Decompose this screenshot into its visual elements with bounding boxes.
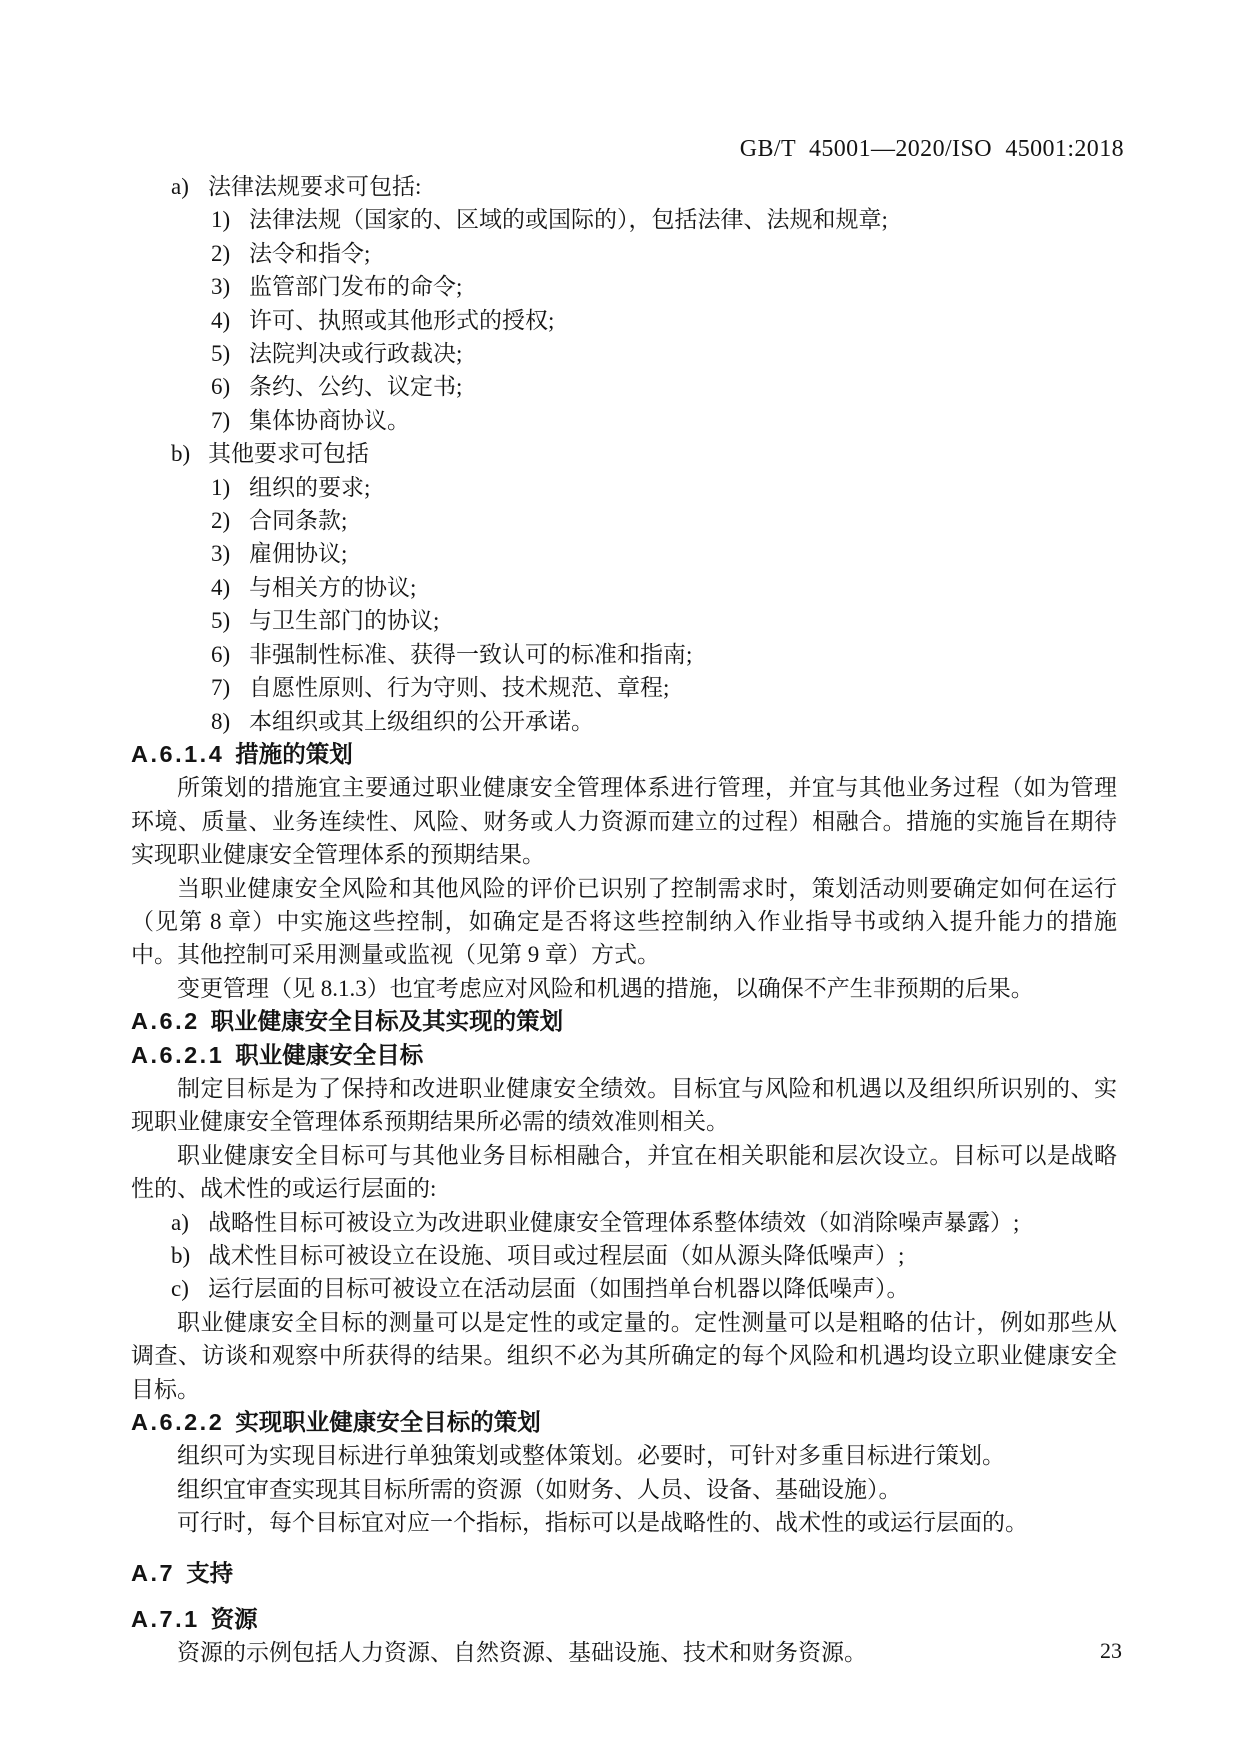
item-text: 组织的要求; (249, 474, 371, 500)
list-item (131, 537, 1117, 570)
item-text: 法律法规（国家的、区域的或国际的），包括法律、法规和规章; (249, 207, 888, 233)
list-item (131, 638, 1117, 671)
item-text: 雇佣协议; (249, 541, 348, 567)
item-text: 法律法规要求可包括: (208, 174, 422, 199)
item-marker: 3) (211, 541, 231, 567)
item-marker: 7) (211, 675, 231, 701)
list-item (131, 170, 1117, 203)
item-text: 法令和指令; (249, 240, 371, 266)
paragraph: 职业健康安全目标可与其他业务目标相融合，并宜在相关职能和层次设立。目标可以是战略性的、战术性的或运行层面的: (131, 1142, 1117, 1202)
item-text: 非强制性标准、获得一致认可的标准和指南; (249, 641, 693, 667)
list-item (131, 237, 1117, 270)
item-text: 法院判决或行政裁决; (249, 341, 463, 367)
section-heading-a622 (131, 1406, 1117, 1439)
paragraph: 资源的示例包括人力资源、自然资源、基础设施、技术和财务资源。 (177, 1640, 867, 1666)
item-marker: 7) (211, 407, 231, 433)
item-marker: b) (171, 1243, 191, 1268)
section-title: 职业健康安全目标 (235, 1041, 424, 1068)
paragraph: 组织可为实现目标进行单独策划或整体策划。必要时，可针对多重目标进行策划。 (177, 1443, 1005, 1469)
item-text: 条约、公约、议定书; (249, 374, 463, 400)
section-title: 实现职业健康安全目标的策划 (235, 1409, 541, 1436)
item-text: 与相关方的协议; (249, 574, 417, 600)
list-item (131, 571, 1117, 604)
section-title: 资源 (210, 1606, 258, 1633)
item-marker: 6) (211, 374, 231, 400)
item-marker: 1) (211, 474, 231, 500)
item-marker: 5) (211, 341, 231, 367)
section-heading-a71 (131, 1603, 1117, 1636)
item-marker: 2) (211, 240, 231, 266)
item-text: 与卫生部门的协议; (249, 608, 440, 634)
item-marker: a) (171, 174, 189, 199)
paragraph: 当职业健康安全风险和其他风险的评价已识别了控制需求时，策划活动则要确定如何在运行（见第 8 章）中实施这些控制，如确定是否将这些控制纳入作业指导书或纳入提升能力的措施中。其他控制可采用测量或监视（见第 9 章）方式。 (131, 875, 1117, 968)
list-item (131, 671, 1117, 704)
item-text: 许可、执照或其他形式的授权; (249, 307, 555, 333)
item-marker: a) (171, 1209, 189, 1235)
list-item (131, 1272, 1117, 1305)
item-text: 其他要求可包括 (208, 441, 369, 467)
legal-requirements-list (131, 170, 1117, 437)
item-marker: 4) (211, 307, 231, 333)
item-text: 集体协商协议。 (249, 407, 410, 433)
item-marker: 3) (211, 274, 231, 300)
list-item (131, 337, 1117, 370)
page-content (131, 170, 1117, 1670)
list-item (131, 404, 1117, 437)
paragraph: 组织宜审查实现其目标所需的资源（如财务、人员、设备、基础设施）。 (177, 1476, 902, 1502)
item-text: 战术性目标可被设立在设施、项目或过程层面（如从源头降低噪声）; (208, 1243, 905, 1268)
standard-code-header: GB/T 45001—2020/ISO 45001:2018 (739, 136, 1124, 162)
section-number: A.7.1 (131, 1606, 200, 1633)
item-marker: b) (171, 441, 191, 467)
list-item (131, 604, 1117, 637)
item-marker: c) (171, 1276, 189, 1302)
paragraph: 可行时，每个目标宜对应一个指标，指标可以是战略性的、战术性的或运行层面的。 (177, 1510, 1028, 1536)
section-heading-a7 (131, 1557, 1117, 1590)
item-marker: 6) (211, 641, 231, 667)
item-text: 运行层面的目标可被设立在活动层面（如围挡单台机器以降低噪声）。 (208, 1276, 910, 1302)
list-item (131, 304, 1117, 337)
section-heading-a62 (131, 1005, 1117, 1038)
item-marker: 1) (211, 207, 231, 233)
section-heading-a621 (131, 1039, 1117, 1072)
list-item (131, 705, 1117, 738)
section-title: 职业健康安全目标及其实现的策划 (210, 1008, 564, 1035)
other-requirements-list (131, 437, 1117, 738)
list-item (131, 1206, 1117, 1239)
section-title: 措施的策划 (235, 740, 353, 767)
list-item (131, 437, 1117, 470)
section-heading-a614 (131, 738, 1117, 771)
list-item (131, 504, 1117, 537)
item-text: 合同条款; (249, 508, 348, 534)
section-title: 支持 (186, 1559, 234, 1586)
paragraph: 制定目标是为了保持和改进职业健康安全绩效。目标宜与风险和机遇以及组织所识别的、实现职业健康安全管理体系预期结果所必需的绩效准则相关。 (131, 1075, 1117, 1135)
list-item (131, 370, 1117, 403)
section-number: A.7 (131, 1559, 176, 1586)
list-item (131, 1239, 1117, 1272)
section-number: A.6.1.4 (131, 740, 225, 767)
paragraph: 职业健康安全目标的测量可以是定性的或定量的。定性测量可以是粗略的估计，例如那些从调查、访谈和观察中所获得的结果。组织不必为其所确定的每个风险和机遇均设立职业健康安全目标。 (131, 1309, 1117, 1402)
objective-levels-list (131, 1206, 1117, 1306)
item-marker: 8) (211, 708, 231, 734)
item-marker: 4) (211, 574, 231, 600)
paragraph: 所策划的措施宜主要通过职业健康安全管理体系进行管理，并宜与其他业务过程（如为管理环境、质量、业务连续性、风险、财务或人力资源而建立的过程）相融合。措施的实施旨在期待实现职业健康安全管理体系的预期结果。 (131, 775, 1117, 868)
list-item (131, 270, 1117, 303)
item-text: 战略性目标可被设立为改进职业健康安全管理体系整体绩效（如消除噪声暴露）; (208, 1209, 1020, 1235)
section-number: A.6.2.2 (131, 1409, 225, 1436)
item-text: 监管部门发布的命令; (249, 274, 463, 300)
paragraph: 变更管理（见 8.1.3）也宜考虑应对风险和机遇的措施，以确保不产生非预期的后果。 (177, 975, 1034, 1001)
list-item (131, 471, 1117, 504)
page-number: 23 (1100, 1638, 1122, 1663)
item-text: 本组织或其上级组织的公开承诺。 (249, 708, 594, 734)
item-text: 自愿性原则、行为守则、技术规范、章程; (249, 675, 670, 701)
item-marker: 2) (211, 508, 231, 534)
item-marker: 5) (211, 608, 231, 634)
section-number: A.6.2.1 (131, 1041, 225, 1068)
section-number: A.6.2 (131, 1008, 200, 1035)
list-item (131, 203, 1117, 236)
